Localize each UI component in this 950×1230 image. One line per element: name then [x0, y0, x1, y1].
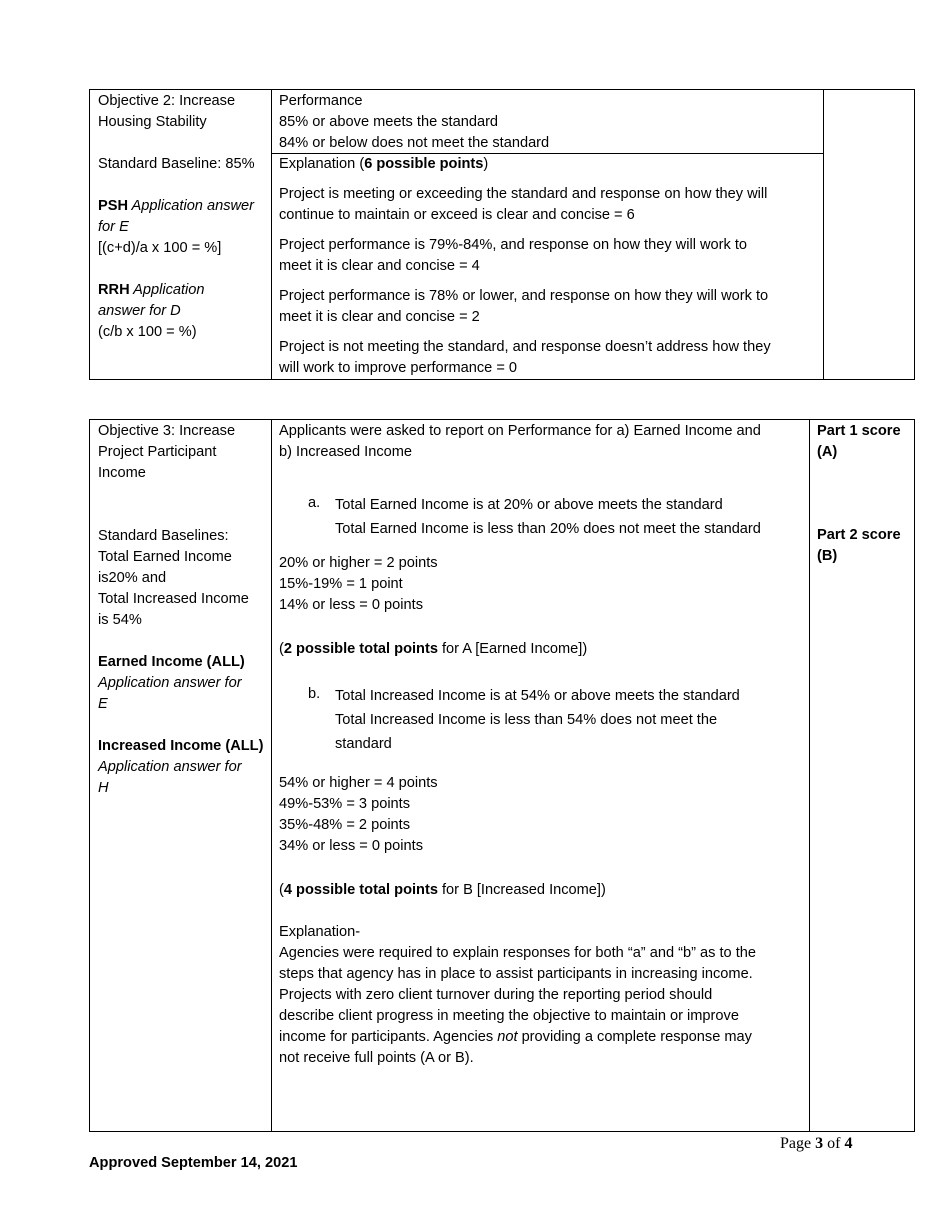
obj2-psh-formula: [(c+d)/a x 100 = %] — [98, 240, 222, 256]
obj2-rubric-0-line2: will work to improve performance = 0 — [279, 360, 518, 376]
obj2-psh-line2 — [98, 217, 255, 238]
obj3-b-point-3: 35%-48% = 2 points — [279, 817, 411, 833]
obj2-performance-label: Performance — [279, 93, 363, 109]
obj2-rubric-4-line1: Project performance is 79%-84%, and response on how they will work to — [279, 237, 748, 253]
obj3-divider-1 — [271, 420, 272, 1131]
obj3-a-point-1: 20% or higher = 2 points — [279, 555, 438, 571]
obj3-explanation-line5: income for participants. Agencies not providing a complete response may — [279, 1029, 752, 1045]
obj3-title-line1: Objective 3: Increase — [98, 423, 236, 439]
obj3-earned-label — [98, 652, 263, 673]
obj3-a-point-3: 14% or less = 0 points — [279, 597, 423, 613]
obj3-b-standards — [335, 684, 740, 756]
obj2-not-meet-standard: 84% or below does not meet the standard — [279, 135, 550, 151]
obj2-performance-block — [279, 91, 549, 154]
objective3-table — [89, 419, 915, 1132]
obj3-baseline-4: is 54% — [98, 612, 142, 628]
obj3-baseline-2: is20% and — [98, 570, 167, 586]
obj2-rubric-6-line1: Project is meeting or exceeding the standard and response on how they will — [279, 186, 768, 202]
obj2-left-cell — [98, 91, 255, 343]
obj3-title-line2: Project Participant — [98, 444, 217, 460]
obj3-left-cell — [98, 421, 263, 799]
increased-application-text: Application answer for — [98, 759, 242, 775]
obj3-intro — [279, 421, 761, 463]
obj3-b-point-4: 34% or less = 0 points — [279, 838, 423, 854]
obj2-rrh-line1 — [98, 280, 255, 301]
obj2-rubric-2-line1: Project performance is 78% or lower, and response on how they will work to — [279, 288, 769, 304]
obj3-b-points-list — [279, 773, 438, 857]
psh-label: PSH — [98, 198, 129, 214]
obj3-b-line3: standard — [335, 736, 392, 752]
obj3-b-point-2: 49%-53% = 3 points — [279, 796, 411, 812]
obj2-divider-2 — [823, 90, 824, 379]
page-number: Page 3 of 4 — [780, 1135, 853, 1152]
obj3-a-points-list — [279, 553, 438, 616]
obj3-title-line3: Income — [98, 465, 146, 481]
psh-for-e: for E — [98, 219, 129, 235]
increased-answer-h: H — [98, 780, 109, 796]
obj2-rubric-0-line1: Project is not meeting the standard, and response doesn’t address how they — [279, 339, 771, 355]
obj3-explanation-label: Explanation- — [279, 924, 361, 940]
obj3-b-marker: b. — [308, 686, 321, 702]
obj3-a-standards — [335, 493, 761, 541]
objective2-table — [89, 89, 915, 380]
earned-answer-e: E — [98, 696, 108, 712]
obj2-rubric-4-line2: meet it is clear and concise = 4 — [279, 258, 480, 274]
obj3-b-point-1: 54% or higher = 4 points — [279, 775, 438, 791]
page-total: 4 — [844, 1135, 853, 1152]
obj3-a-marker: a. — [308, 495, 321, 511]
obj2-rubric-2-line2: meet it is clear and concise = 2 — [279, 309, 480, 325]
obj3-explanation-line6: not receive full points (A or B). — [279, 1050, 474, 1066]
obj2-divider-1 — [271, 90, 272, 379]
obj2-meets-standard: 85% or above meets the standard — [279, 114, 499, 130]
obj2-rubric-6 — [279, 184, 767, 226]
obj3-baseline-3: Total Increased Income — [98, 591, 249, 607]
obj3-b-line2: Total Increased Income is less than 54% does not meet the — [335, 712, 718, 728]
obj2-rrh-formula: (c/b x 100 = %) — [98, 324, 197, 340]
obj3-increased-label — [98, 736, 263, 757]
obj3-explanation — [279, 922, 756, 1069]
part2-score-letter: (B) — [817, 548, 838, 564]
obj3-earned-app1 — [98, 673, 263, 694]
earned-application-text: Application answer for — [98, 675, 242, 691]
obj3-explanation-line4: describe client progress in meeting the objective to maintain or improve — [279, 1008, 739, 1024]
obj3-intro-line2: b) Increased Income — [279, 444, 413, 460]
obj2-psh-line1 — [98, 196, 255, 217]
part1-score-letter: (A) — [817, 444, 838, 460]
obj3-not-emphasis: not — [497, 1029, 518, 1045]
approved-date: Approved September 14, 2021 — [89, 1155, 298, 1171]
part2-score — [817, 525, 901, 567]
obj2-rubric-6-line2: continue to maintain or exceed is clear and concise = 6 — [279, 207, 635, 223]
obj2-explanation-points: 6 possible points — [364, 156, 484, 172]
obj3-b-total: (4 possible total points for B [Increased Income]) — [279, 882, 606, 898]
obj2-rrh-line2 — [98, 301, 255, 322]
obj2-rubric-2 — [279, 286, 768, 328]
rrh-label: RRH — [98, 282, 130, 298]
earned-income-heading: Earned Income (ALL) — [98, 654, 245, 670]
obj2-baseline: Standard Baseline: 85% — [98, 156, 255, 172]
obj3-a-line1: Total Earned Income is at 20% or above meets the standard — [335, 497, 723, 513]
part2-score-label: Part 2 score — [817, 527, 901, 543]
obj3-a-point-2: 15%-19% = 1 point — [279, 576, 403, 592]
page-current: 3 — [815, 1135, 824, 1152]
obj3-a-line2: Total Earned Income is less than 20% does not meet the standard — [335, 521, 761, 537]
rrh-answer-for-d: answer for D — [98, 303, 181, 319]
obj3-baselines-label: Standard Baselines: — [98, 528, 229, 544]
obj3-b-line1: Total Increased Income is at 54% or above meets the standard — [335, 688, 740, 704]
obj3-b-total-points: 4 possible total points — [283, 882, 438, 898]
rrh-application-text: Application — [129, 282, 205, 298]
obj3-explanation-line1: Agencies were required to explain responses for both “a” and “b” as to the — [279, 945, 756, 961]
psh-application-text: Application answer — [128, 198, 255, 214]
obj2-explanation-heading: Explanation (6 possible points) — [279, 156, 489, 172]
obj2-rubric-0 — [279, 337, 771, 379]
increased-income-heading: Increased Income (ALL) — [98, 738, 264, 754]
obj3-increased-app2 — [98, 778, 263, 799]
obj3-earned-app2 — [98, 694, 263, 715]
obj3-explanation-line3: Projects with zero client turnover during the reporting period should — [279, 987, 713, 1003]
obj3-increased-app1 — [98, 757, 263, 778]
obj3-intro-line1: Applicants were asked to report on Performance for a) Earned Income and — [279, 423, 761, 439]
obj3-explanation-line2: steps that agency has in place to assist participants in increasing income. — [279, 966, 753, 982]
obj2-title-line2: Housing Stability — [98, 114, 207, 130]
obj3-baseline-1: Total Earned Income — [98, 549, 232, 565]
obj2-title-line1: Objective 2: Increase — [98, 93, 236, 109]
part1-score-label: Part 1 score — [817, 423, 901, 439]
obj3-a-total-points: 2 possible total points — [283, 641, 438, 657]
obj2-rubric-4 — [279, 235, 747, 277]
obj3-a-total: (2 possible total points for A [Earned Income]) — [279, 641, 588, 657]
obj3-divider-2 — [809, 420, 810, 1131]
part1-score — [817, 421, 901, 463]
